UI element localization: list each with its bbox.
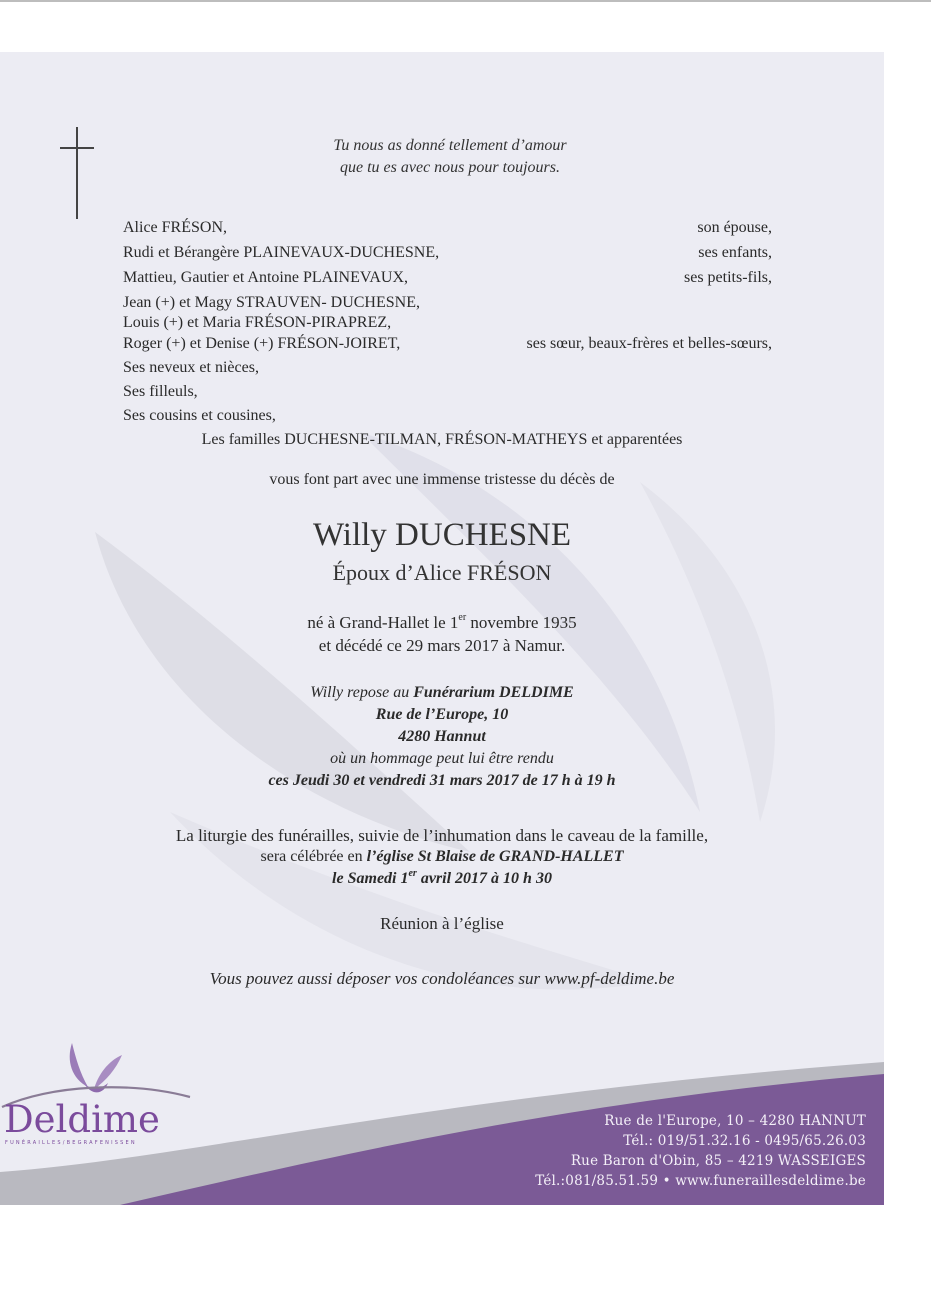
- visitation-street: Rue de l’Europe, 10: [375, 706, 509, 723]
- death-line: et décédé ce 29 mars 2017 à Namur.: [318, 636, 566, 655]
- footer-phone-2: Tél.:081/85.51.59 • www.funeraillesdeldime.be: [535, 1173, 866, 1189]
- families-line: Les familles DUCHESNE-TILMAN, FRÉSON-MATHEYS et apparentées: [201, 431, 683, 448]
- liturgy-line-1: La liturgie des funérailles, suivie de l’inhumation dans le caveau de la famille,: [175, 826, 709, 845]
- obituary-sheet: [0, 52, 884, 1205]
- family-name: Alice FRÉSON,: [123, 219, 227, 236]
- visitation-note: où un hommage peut lui être rendu: [330, 750, 554, 767]
- birth-line: né à Grand-Hallet le 1er novembre 1935: [307, 612, 577, 632]
- logo-wordmark: Deldime: [4, 1098, 160, 1141]
- footer-phone-1: Tél.: 019/51.32.16 - 0495/65.26.03: [623, 1133, 866, 1149]
- family-name: Mattieu, Gautier et Antoine PLAINEVAUX,: [123, 269, 408, 286]
- family-relation: ses enfants,: [698, 244, 772, 261]
- family-name: Ses filleuls,: [123, 383, 198, 400]
- cross-icon: [60, 127, 94, 219]
- quote-line-1: Tu nous as donné tellement d’amour: [333, 137, 567, 154]
- quote-line-2: que tu es avec nous pour toujours.: [340, 159, 560, 176]
- family-name: Jean (+) et Magy STRAUVEN- DUCHESNE,: [123, 294, 420, 311]
- footer-address-2: Rue Baron d'Obin, 85 – 4219 WASSEIGES: [570, 1153, 866, 1169]
- visitation-city: 4280 Hannut: [398, 728, 486, 745]
- family-name: Ses neveux et nièces,: [123, 359, 259, 376]
- liturgy-line-2: sera célébrée en l’église St Blaise de GRAND-HALLET: [260, 848, 624, 865]
- family-relation: ses petits-fils,: [684, 269, 772, 286]
- deceased-name: Willy DUCHESNE: [312, 517, 572, 553]
- family-name: Ses cousins et cousines,: [123, 407, 276, 424]
- announcement: vous font part avec une immense tristesse du décès de: [269, 471, 615, 488]
- family-name: Rudi et Bérangère PLAINEVAUX-DUCHESNE,: [123, 244, 440, 261]
- liturgy-line-3: le Samedi 1er avril 2017 à 10 h 30: [332, 867, 552, 887]
- top-border: [0, 0, 931, 2]
- deceased-spouse: Époux d’Alice FRÉSON: [332, 560, 552, 585]
- family-name: Roger (+) et Denise (+) FRÉSON-JOIRET,: [123, 335, 401, 352]
- family-name: Louis (+) et Maria FRÉSON-PIRAPREZ,: [123, 314, 392, 331]
- reunion: Réunion à l’église: [380, 914, 504, 933]
- family-relation: ses sœur, beaux-frères et belles-sœurs,: [526, 335, 772, 352]
- visitation-intro: Willy repose au Funérarium DELDIME: [310, 684, 574, 701]
- condolences: Vous pouvez aussi déposer vos condoléances sur www.pf-deldime.be: [209, 969, 675, 988]
- visitation-dates: ces Jeudi 30 et vendredi 31 mars 2017 de 17 h à 19 h: [268, 772, 616, 789]
- footer-address-1: Rue de l'Europe, 10 – 4280 HANNUT: [604, 1113, 866, 1129]
- family-relation: son épouse,: [697, 219, 772, 236]
- logo-tagline: FUNÉRAILLES/BEGRAFENISSEN: [5, 1140, 137, 1146]
